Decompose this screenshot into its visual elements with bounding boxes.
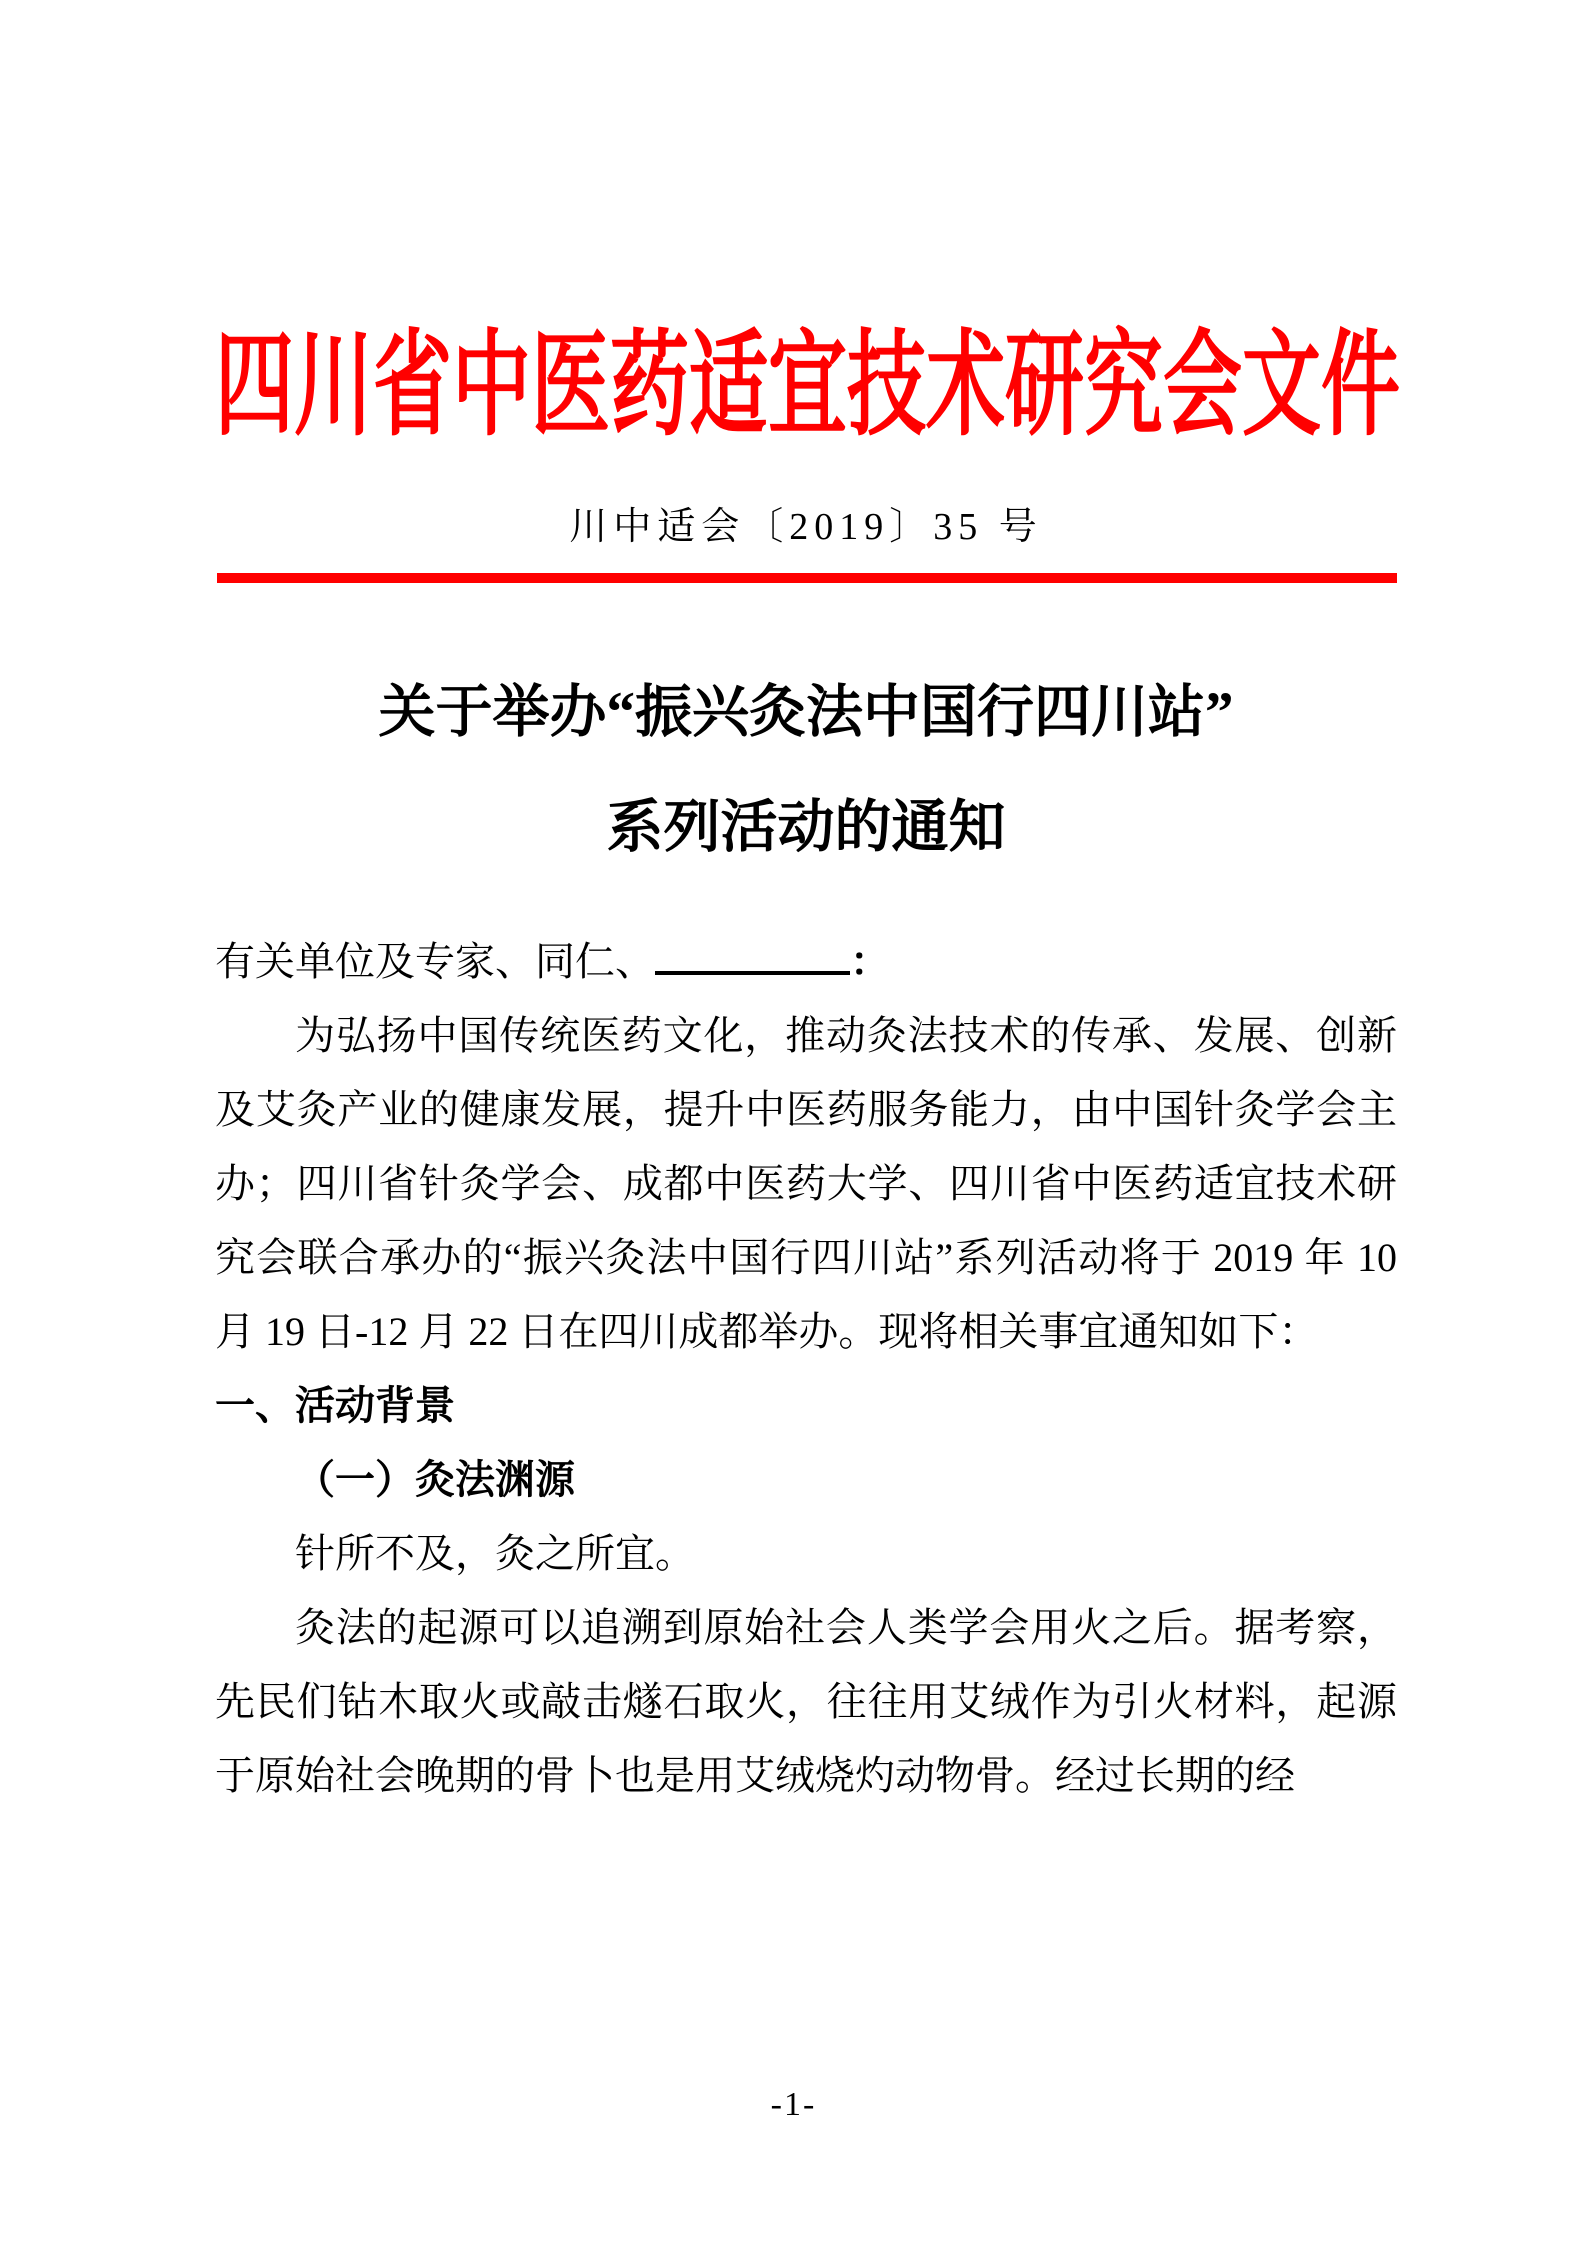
paragraph-origin: 灸法的起源可以追溯到原始社会人类学会用火之后。据考察，先民们钻木取火或敲击燧石取火，往往用艾绒作为引火材料，起源于原始社会晚期的骨卜也是用艾绒烧灼动物骨。经过长期的经 — [215, 1605, 1397, 1798]
salutation-colon: ： — [850, 939, 890, 984]
paragraph-intro: 为弘扬中国传统医药文化，推动灸法技术的传承、发展、创新及艾灸产业的健康发展，提升中医药服务能力，由中国针灸学会主办；四川省针灸学会、成都中医药大学、四川省中医药适宜技术研究会联合承办的“振兴灸法中国行四川站”系列活动将于 2019 年 10 月 19 日-12 月 22 日在四川成都举办。现将相关事宜通知如下： — [215, 1013, 1397, 1354]
paragraph-quote: 针所不及，灸之所宜。 — [295, 1531, 695, 1576]
section-heading-activity-background: 一、活动背景 — [215, 1383, 455, 1428]
page-number: -1- — [770, 2086, 817, 2123]
notice-title-line2: 系列活动的通知 — [606, 796, 1006, 859]
body-text-block — [215, 925, 1397, 1813]
fill-in-blank-underline — [655, 941, 850, 975]
org-banner-title: 四川省中医药适宜技术研究会文件 — [215, 324, 1400, 451]
doc-number: 川中适会〔2019〕35 号 — [569, 506, 1043, 548]
salutation-text: 有关单位及专家、同仁、 — [215, 939, 655, 984]
notice-title-line1: 关于举办“振兴灸法中国行四川站” — [378, 681, 1234, 744]
page-footer — [0, 2086, 1587, 2124]
sub-heading-moxibustion-origin: （一）灸法渊源 — [295, 1457, 575, 1502]
salutation-line — [215, 925, 1397, 999]
red-divider-line — [217, 573, 1397, 583]
notice-title — [215, 655, 1397, 885]
